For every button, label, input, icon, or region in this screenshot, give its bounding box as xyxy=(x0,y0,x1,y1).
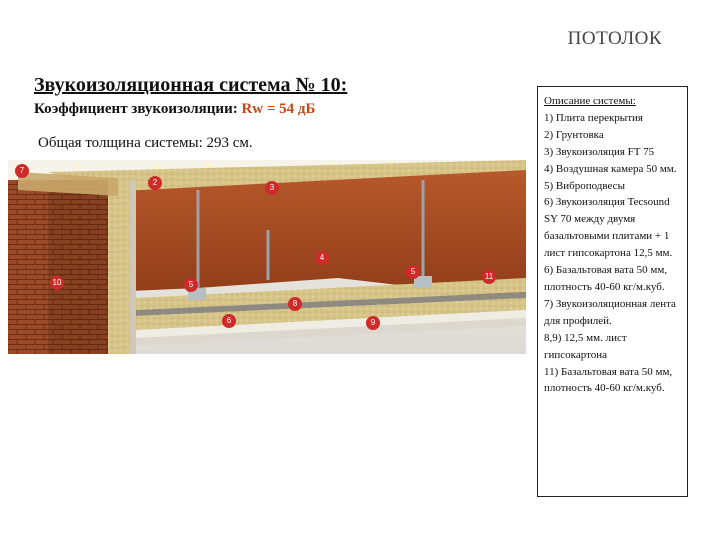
sound-insulation-coefficient xyxy=(34,101,315,118)
coefficient-label: Коэффициент звукоизоляции: xyxy=(34,101,242,117)
wall-insulation xyxy=(108,180,130,354)
marker-7: 7 xyxy=(15,164,29,178)
total-thickness: Общая толщина системы: 293 см. xyxy=(38,135,253,151)
marker-5-left: 5 xyxy=(184,278,198,292)
description-item: 5) Виброподвесы xyxy=(544,179,625,192)
marker-8: 8 xyxy=(288,297,302,311)
marker-3: 3 xyxy=(265,181,279,195)
marker-10: 10 xyxy=(50,276,64,290)
description-item: 1) Плита перекрытия xyxy=(544,111,643,124)
description-title: Описание системы: xyxy=(544,95,636,107)
description-item: 3) Звукоизоляция FT 75 xyxy=(544,145,655,158)
description-item: 4) Воздушная камера 50 мм. xyxy=(544,162,677,175)
page-title: Звукоизоляционная система № 10: xyxy=(34,74,348,96)
description-item: 7) Звукоизоляционная лента для профилей. xyxy=(544,297,676,327)
marker-2: 2 xyxy=(148,176,162,190)
description-item: 6) Базальтовая вата 50 мм, плотность 40-60 кг/м.куб. xyxy=(544,264,668,293)
marker-4: 4 xyxy=(315,251,329,265)
marker-6: 6 xyxy=(222,314,236,328)
coefficient-value: Rw = 54 дБ xyxy=(241,101,316,117)
description-item: 2) Грунтовка xyxy=(544,128,604,141)
description-item: 6) Звукоизоляция Tecsound SY 70 между двумя базальтовыми плитами + 1 лист гипсокартона 12,5 мм. xyxy=(544,196,673,260)
marker-11: 11 xyxy=(482,270,496,284)
marker-9: 9 xyxy=(366,316,380,330)
description-item: 8,9) 12,5 мм. лист гипсокартона xyxy=(544,331,627,361)
system-description xyxy=(537,86,688,497)
marker-5-right: 5 xyxy=(406,265,420,279)
section-title: ПОТОЛОК xyxy=(567,28,662,49)
description-item: 11) Базальтовая вата 50 мм, плотность 40-60 кг/м.куб. xyxy=(544,365,673,395)
